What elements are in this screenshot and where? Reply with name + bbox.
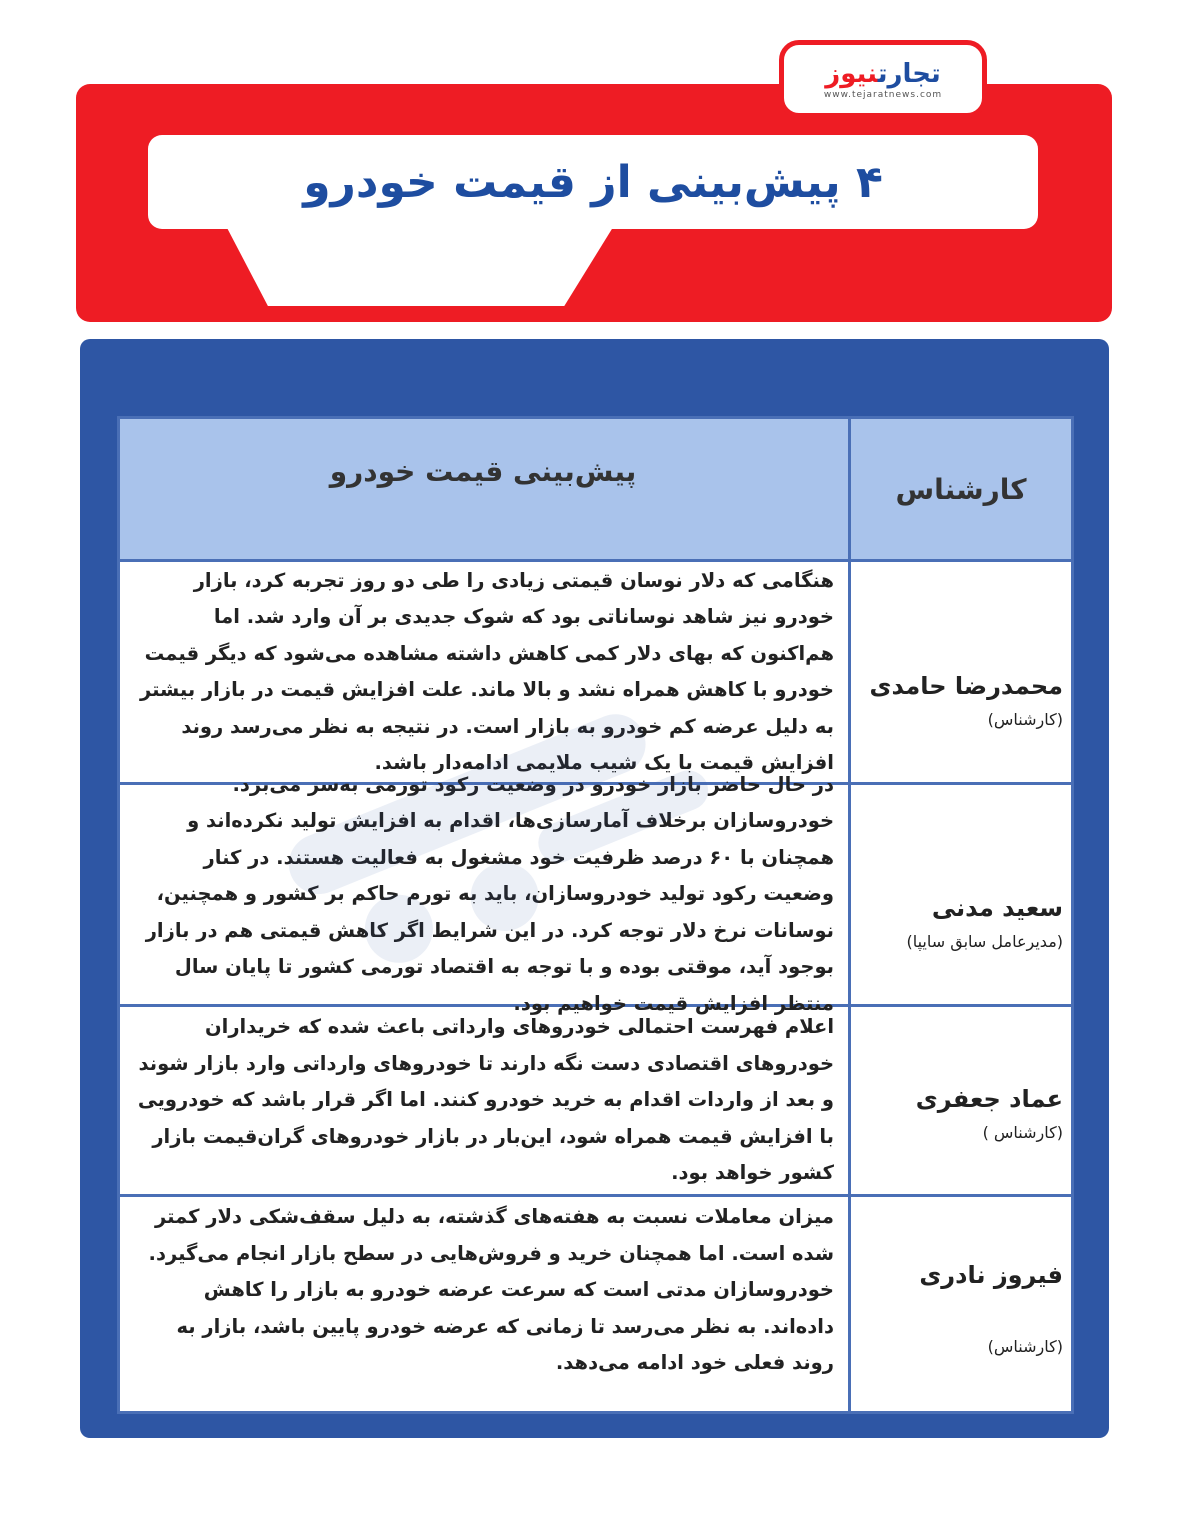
expert-cell [848, 562, 1071, 782]
banner-notch [225, 224, 615, 306]
brand-logo [779, 40, 987, 118]
forecast-text: هنگامی که دلار نوسان قیمتی زیادی را طی دو روز تجربه کرد، بازار خودرو نیز شاهد نوساناتی بود که شوک جدیدی بر آن وارد شد. اما هم‌اکنون که بهای دلار کمی کاهش داشته مشاهده می‌شود که دیگر قیمت خودرو با کاهش همراه نشد و بالا ماند. علت افزایش قیمت در بازار بیشتر به دلیل عرضه کم خودرو به بازار است. در نتیجه به نظر می‌رسد روند افزایش قیمت با یک شیب ملایمی ادامه‌دار باشد. [139, 568, 834, 774]
logo-name [825, 59, 941, 89]
table-row [120, 772, 1071, 1015]
table-header-row [120, 419, 1071, 562]
forecast-cell [120, 772, 848, 1015]
logo-name-part1: تجارت [877, 58, 941, 89]
forecast-text: اعلام فهرست احتمالی خودروهای وارداتی باعث شده که خریداران خودروهای اقتصادی دست نگه دارند تا خودروهای وارداتی وارد بازار شوند و بعد از واردات اقدام به خرید خودرو کنند. اما اگر قرار باشد که خودرویی با افزایش قیمت همراه شود، این‌بار در بازار خودروهای گران‌قیمت بازار کشور خواهد بود. [137, 1015, 834, 1185]
header-cell-forecast [120, 419, 848, 559]
forecast-table [117, 416, 1074, 1414]
expert-role: (کارشناس ) [982, 1123, 1063, 1142]
expert-name: محمدرضا حامدی [869, 671, 1063, 700]
expert-role: (مدیرعامل سابق سایپا) [906, 932, 1063, 951]
header-forecast-label: پیش‌بینی قیمت خودرو [329, 455, 637, 488]
forecast-cell [120, 1007, 848, 1194]
expert-cell [848, 785, 1071, 1004]
table-row [120, 1007, 1071, 1197]
expert-cell [848, 1197, 1071, 1414]
expert-name: سعید مدنی [931, 894, 1063, 922]
forecast-cell [120, 1197, 848, 1414]
title-box [148, 135, 1038, 229]
table-row [120, 1197, 1071, 1414]
expert-role: (کارشناس) [987, 1337, 1063, 1356]
expert-name: فیروز نادری [919, 1261, 1063, 1289]
page-title: ۴ پیش‌بینی از قیمت خودرو [303, 156, 883, 208]
header-expert-label: کارشناس [895, 472, 1027, 506]
header-cell-expert [848, 419, 1071, 559]
forecast-cell [120, 562, 848, 782]
table-row [120, 562, 1071, 785]
forecast-text: میزان معاملات نسبت به هفته‌های گذشته، به دلیل سقف‌شکی دلار کمتر شده است. اما همچنان خرید و فروش‌هایی در سطح بازار انجام می‌گیرد. خودروسازان مدتی است که سرعت عرضه خودرو به بازار را کاهش داده‌اند. به نظر می‌رسد تا زمانی که عرضه خودرو پایین باشد، بازار به روند فعلی خود ادامه می‌دهد. [148, 1205, 834, 1374]
expert-name: عماد جعفری [915, 1085, 1063, 1113]
expert-cell [848, 1007, 1071, 1194]
logo-name-part2: نیوز [825, 58, 878, 89]
expert-role: (کارشناس) [987, 709, 1063, 729]
forecast-text: در حال حاضر بازار خودرو در وضعیت رکود تورمی به‌سر می‌برد. خودروسازان برخلاف آمارسازی‌ها، اقدام به افزایش تولید نکرده‌اند و همچنان با ۶۰ درصد ظرفیت خود مشغول به فعالیت هستند. در کنار وضعیت رکود تولید خودروسازان، باید به تورم حاکم بر کشور و همچنین، نوسانات نرخ دلار توجه کرد. در این شرایط اگر کاهش قیمتی هم در بازار بوجود آید، موقتی بوده و با توجه به اقتصاد تورمی کشور تا پایان سال منتظر افزایش قیمت خواهیم بود. [145, 772, 834, 1015]
logo-url: www.tejaratnews.com [823, 89, 943, 100]
